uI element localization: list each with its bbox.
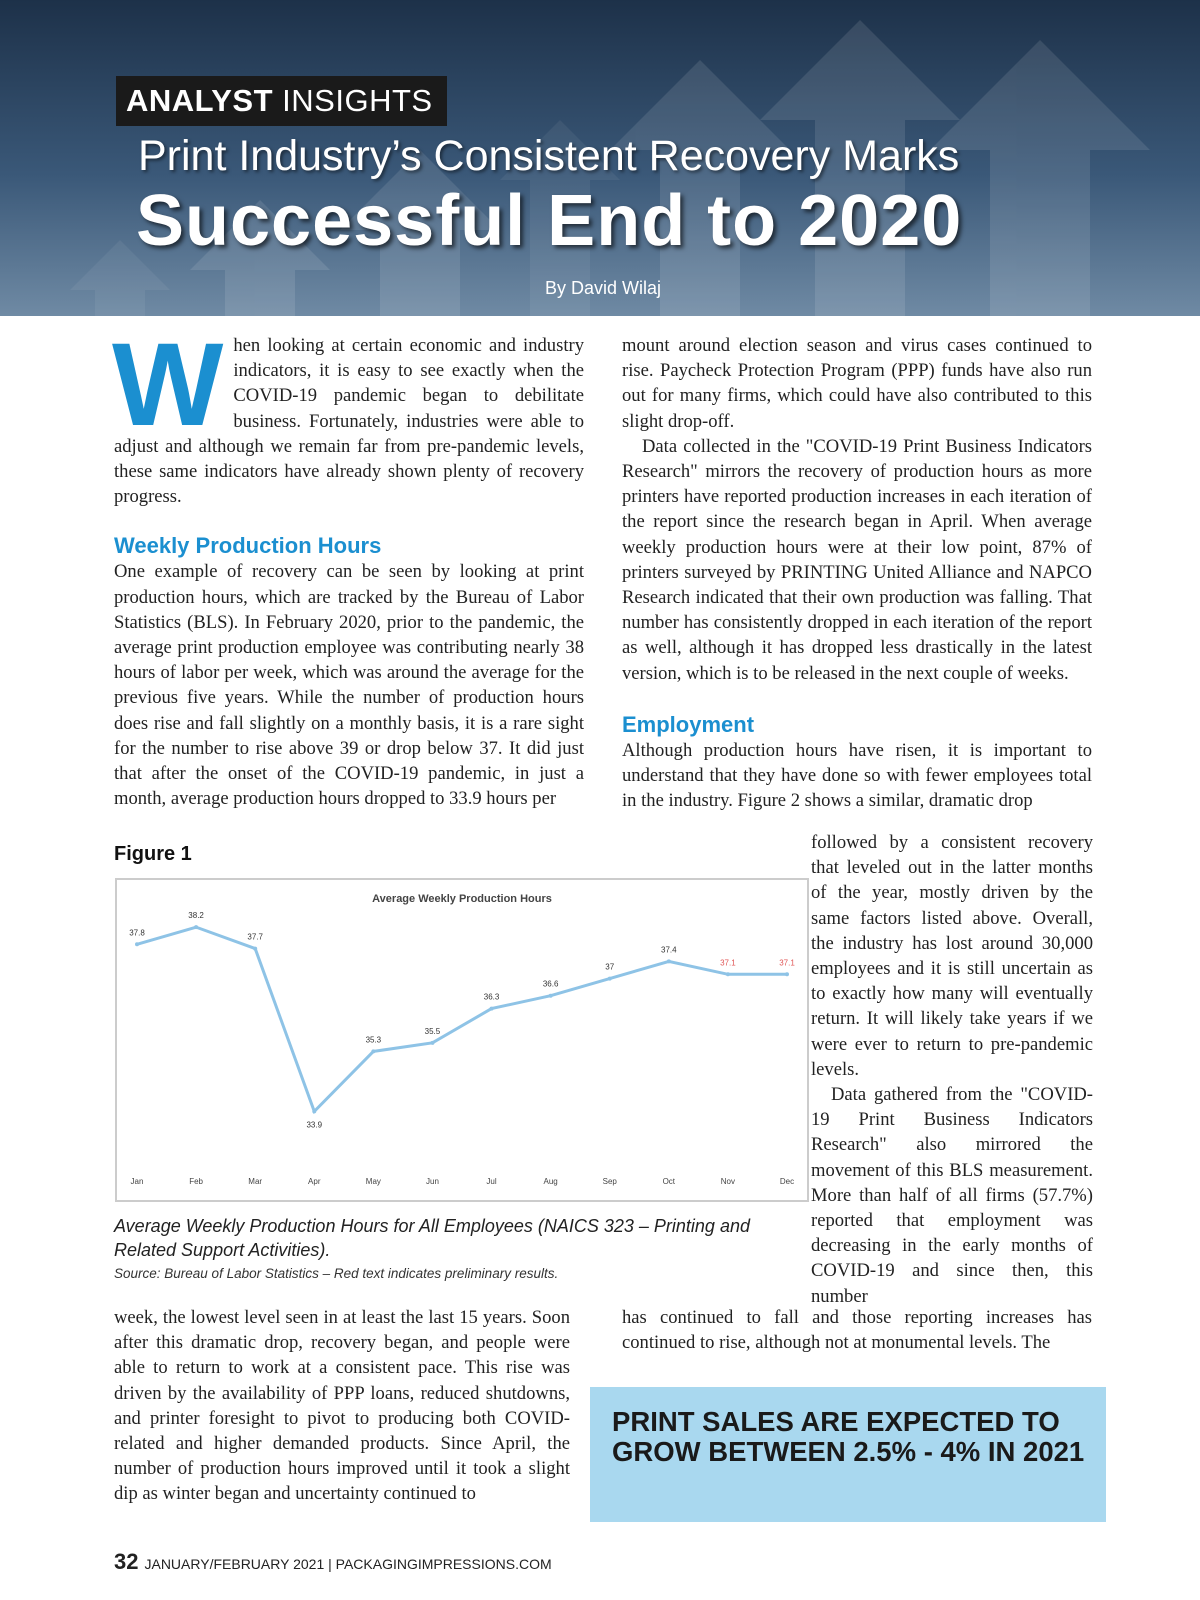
data-label: 37.7: [247, 932, 263, 942]
x-tick-label: Jun: [426, 1177, 439, 1186]
x-tick-label: Jul: [486, 1177, 497, 1186]
right-column-bottom: [622, 1305, 1092, 1355]
data-point: [667, 959, 671, 963]
weekly-hours-paragraph-continued: week, the lowest level seen in at least the last 15 years. Soon after this dramatic drop, recovery began, and people were able to return to work at a consistent pace. This rise was driven by the availability of PPP loans, reduced shutdowns, and printer foresight to pivot to producing both COVID-related and higher demanded products. Since April, the number of production hours improved until it took a slight dip as winter began and uncertainty continued to: [114, 1307, 570, 1505]
section-kicker: [116, 76, 447, 126]
pull-quote-box: [590, 1387, 1106, 1522]
data-point: [726, 972, 730, 976]
page-footer: [114, 1549, 552, 1575]
section-heading-employment: Employment: [622, 711, 755, 737]
series-line: [137, 927, 787, 1111]
data-point: [430, 1041, 434, 1045]
chart-title: Average Weekly Production Hours: [372, 893, 552, 905]
data-label: 37.8: [129, 928, 145, 938]
data-point: [253, 947, 257, 951]
pull-quote-text: PRINT SALES ARE EXPECTED TO GROW BETWEEN 2.5% - 4% IN 2021: [612, 1406, 1085, 1467]
left-column-top: [112, 319, 584, 811]
data-point: [371, 1049, 375, 1053]
right-column-narrow: [811, 830, 1093, 1309]
employment-paragraph-narrow: followed by a consistent recovery that leveled out in the latter months of the year, mostly driven by the same factors listed above. Overall, the industry has lost around 30,000 employees and it is still uncertain as to exactly how many will eventually return. It will likely take years if we were ever to return to pre-pandemic levels.: [811, 832, 1093, 1080]
x-tick-label: Dec: [779, 1177, 795, 1186]
left-column-bottom: [114, 1305, 570, 1507]
data-point: [490, 1007, 494, 1011]
data-point: [312, 1109, 316, 1113]
hero-banner: [0, 0, 1200, 316]
drop-cap: W: [112, 319, 224, 451]
data-label: 37.1: [720, 958, 736, 968]
data-label: 35.5: [424, 1026, 441, 1036]
x-tick-label: Jan: [130, 1177, 144, 1186]
figure-label: Figure 1: [114, 843, 192, 865]
data-point: [194, 925, 198, 929]
data-label: 33.9: [306, 1120, 323, 1130]
data-label: 38.2: [188, 911, 204, 921]
intro-paragraph: [112, 319, 584, 509]
data-label: 37: [605, 962, 615, 972]
byline: By David Wilaj: [545, 278, 662, 298]
x-tick-label: Aug: [543, 1177, 558, 1186]
x-tick-label: Nov: [720, 1177, 736, 1186]
kicker-light: INSIGHTS: [282, 83, 433, 118]
x-tick-label: Mar: [248, 1177, 263, 1186]
right-column-top: [622, 333, 1092, 813]
data-label: 36.3: [483, 992, 500, 1002]
employment-research-paragraph: Data gathered from the "COVID-19 Print Business Indicators Research" also mirrored the movement of this BLS measurement. More than half of all firms (57.7%) reported that employment was decreasing in the early months of COVID-19 and since then, this number: [811, 1084, 1093, 1307]
chart-svg: [117, 880, 807, 1200]
kicker-bold: ANALYST: [126, 83, 274, 118]
data-point: [785, 972, 789, 976]
data-label: 37.1: [779, 958, 795, 968]
paragraph-drop-off: mount around election season and virus cases continued to rise. Paycheck Protection Program (PPP) funds have also run out for many firms, which could have also contributed to this slight drop-off.: [622, 335, 1092, 432]
weekly-hours-paragraph: One example of recovery can be seen by looking at print production hours, which are tracked by the Bureau of Labor Statistics (BLS). In February 2020, prior to the pandemic, the average print production employee was contributing nearly 38 hours of labor per week, which was around the average for the previous five years. While the number of production hours does rise and fall slightly on a monthly basis, it is a rare sight for the number to rise above 39 or drop below 37. It did just that after the onset of the COVID-19 pandemic, in just a month, average production hours dropped to 33.9 hours per: [114, 561, 584, 810]
employment-paragraph-full: Although production hours have risen, it is important to understand that they have done so with fewer employees total in the industry. Figure 2 shows a similar, dramatic drop: [622, 739, 1092, 812]
x-tick-label: Feb: [189, 1177, 203, 1186]
x-tick-label: Oct: [662, 1177, 676, 1186]
data-label: 36.6: [542, 979, 559, 989]
section-heading-weekly-hours: Weekly Production Hours: [114, 533, 382, 559]
footer-text: JANUARY/FEBRUARY 2021 | PACKAGINGIMPRESSIONS.COM: [144, 1556, 552, 1572]
x-tick-label: Sep: [602, 1177, 617, 1186]
figure-caption: Average Weekly Production Hours for All Employees (NAICS 323 – Printing and Related Support Activities).: [114, 1216, 750, 1260]
x-tick-label: Apr: [308, 1177, 321, 1186]
intro-text: hen looking at certain economic and industry indicators, it is easy to see exactly when the COVID-19 pandemic began to debilitate business. Fortunately, industries were able to adjust and although we remain far from pre-pandemic levels, these same indicators have already shown plenty of recovery progress.: [114, 335, 584, 508]
page-number: 32: [114, 1549, 139, 1574]
data-label: 35.3: [365, 1035, 382, 1045]
headline-line2: Successful End to 2020: [136, 181, 963, 261]
paragraph-research-data: Data collected in the "COVID-19 Print Business Indicators Research" mirrors the recovery of production hours as more printers have reported production increases in each iteration of the report since the research began in April. When average weekly production hours were at their low point, 87% of printers surveyed by PRINTING United Alliance and NAPCO Research indicated that their own production was falling. That number has consistently dropped in each iteration of the report as well, although it has dropped less drastically in the latest version, which is to be released in the next couple of weeks.: [622, 435, 1092, 684]
line-chart: [115, 878, 809, 1202]
x-tick-label: May: [365, 1177, 381, 1186]
figure-source: Source: Bureau of Labor Statistics – Red text indicates preliminary results.: [114, 1266, 559, 1281]
data-point: [135, 942, 139, 946]
data-point: [549, 994, 553, 998]
data-point: [608, 977, 612, 981]
data-label: 37.4: [661, 945, 677, 955]
employment-paragraph-continued: has continued to fall and those reporting increases has continued to rise, although not at monumental levels. The: [622, 1307, 1092, 1354]
headline-line1: Print Industry’s Consistent Recovery Marks: [138, 132, 960, 180]
